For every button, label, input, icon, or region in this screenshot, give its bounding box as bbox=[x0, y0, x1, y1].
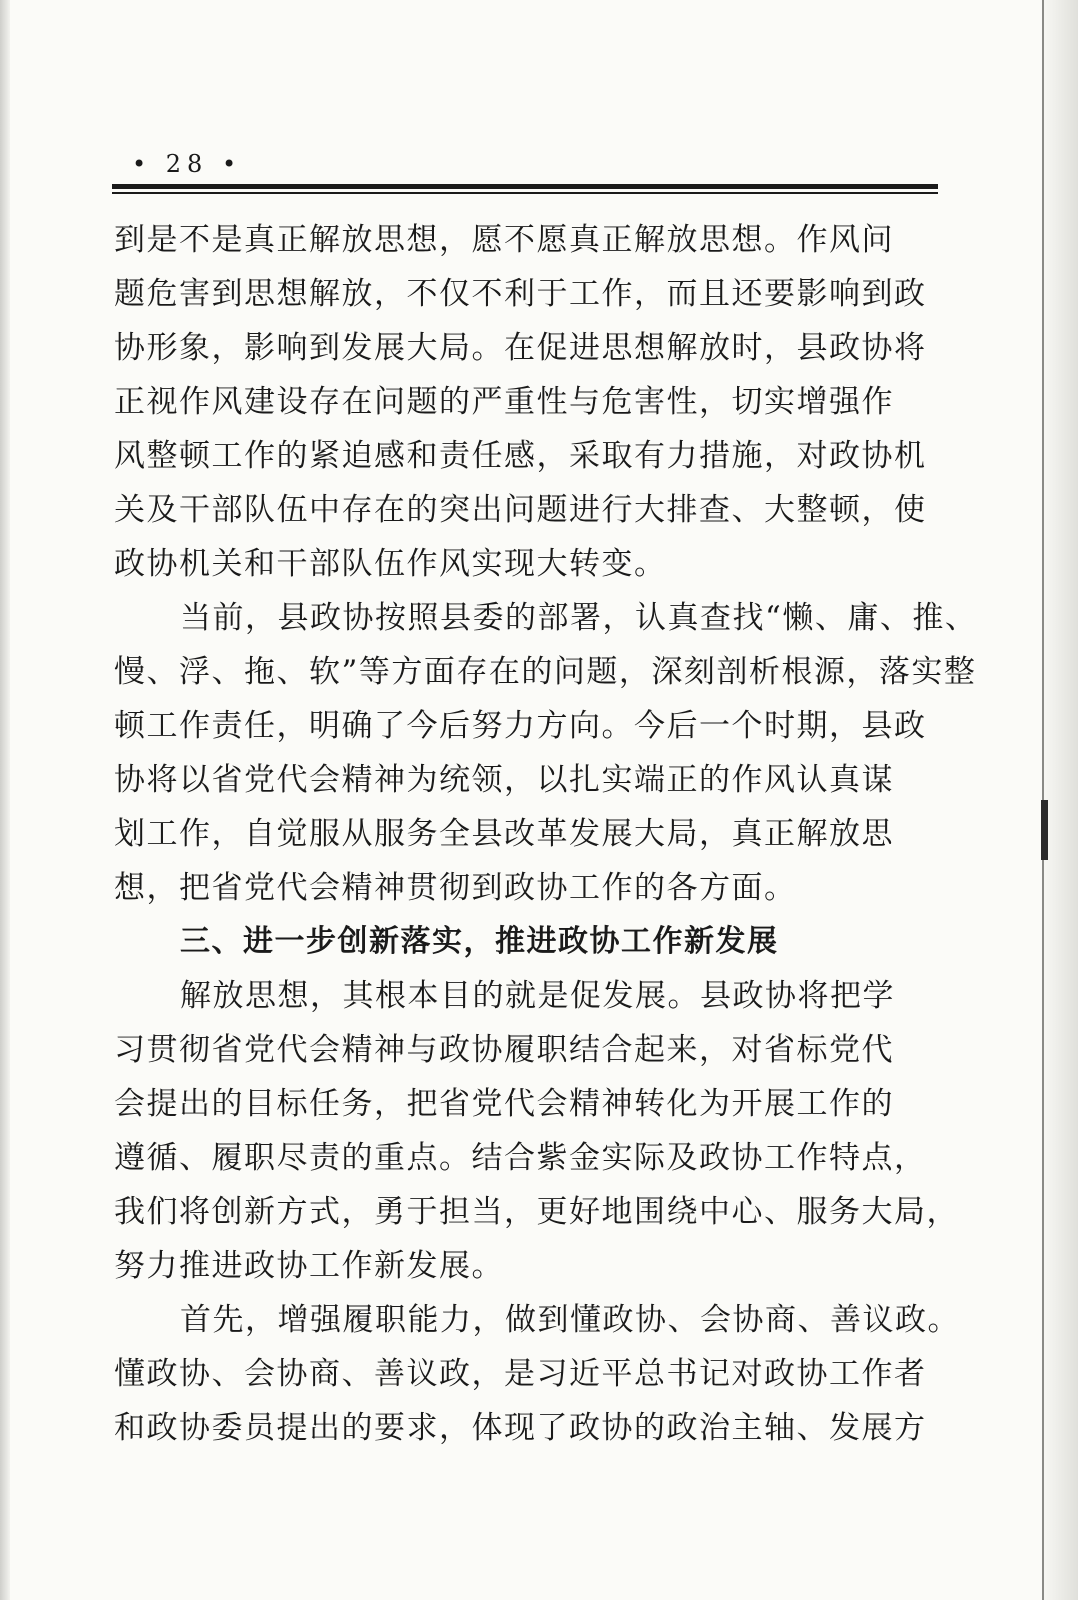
scan-edge-left bbox=[0, 0, 10, 1600]
body-text bbox=[114, 213, 978, 1455]
paragraph-start-line: 首先，增强履职能力，做到懂政协、会协商、善议政。 bbox=[180, 1302, 960, 1338]
text-line: 协将以省党代会精神为统领，以扎实端正的作风认真谋 bbox=[114, 762, 894, 798]
text-line: 政协机关和干部队伍作风实现大转变。 bbox=[114, 546, 667, 582]
header-rule-thick bbox=[112, 184, 938, 189]
text-line: 懂政协、会协商、善议政，是习近平总书记对政协工作者 bbox=[114, 1356, 927, 1392]
text-line: 我们将创新方式，勇于担当，更好地围绕中心、服务大局， bbox=[114, 1194, 959, 1230]
scan-mark bbox=[1041, 800, 1048, 860]
paragraph-start-line: 当前，县政协按照县委的部署，认真查找“懒、庸、推、 bbox=[180, 600, 978, 636]
text-line: 划工作，自觉服从服务全县改革发展大局，真正解放思 bbox=[114, 816, 894, 852]
text-line: 风整顿工作的紧迫感和责任感，采取有力措施，对政协机 bbox=[114, 438, 927, 474]
text-line: 会提出的目标任务，把省党代会精神转化为开展工作的 bbox=[114, 1086, 894, 1122]
section-heading: 三、进一步创新落实，推进政协工作新发展 bbox=[180, 924, 779, 959]
text-line: 想，把省党代会精神贯彻到政协工作的各方面。 bbox=[114, 870, 797, 906]
text-line: 慢、浮、拖、软”等方面存在的问题，深刻剖析根源，落实整 bbox=[114, 654, 977, 690]
text-line: 题危害到思想解放，不仅不利于工作，而且还要影响到政 bbox=[114, 276, 927, 312]
header-rule-thin bbox=[112, 192, 938, 194]
text-line: 顿工作责任，明确了今后努力方向。今后一个时期，县政 bbox=[114, 708, 927, 744]
text-line: 到是不是真正解放思想，愿不愿真正解放思想。作风问 bbox=[114, 222, 894, 258]
page-number: • 28 • bbox=[132, 150, 243, 178]
text-line: 努力推进政协工作新发展。 bbox=[114, 1248, 504, 1284]
text-line: 习贯彻省党代会精神与政协履职结合起来，对省标党代 bbox=[114, 1032, 894, 1068]
text-line: 遵循、履职尽责的重点。结合紫金实际及政协工作特点， bbox=[114, 1140, 927, 1176]
text-line: 和政协委员提出的要求，体现了政协的政治主轴、发展方 bbox=[114, 1410, 927, 1446]
text-line: 协形象，影响到发展大局。在促进思想解放时，县政协将 bbox=[114, 330, 927, 366]
text-line: 正视作风建设存在问题的严重性与危害性，切实增强作 bbox=[114, 384, 894, 420]
text-line: 关及干部队伍中存在的突出问题进行大排查、大整顿，使 bbox=[114, 492, 927, 528]
paragraph-start-line: 解放思想，其根本目的就是促发展。县政协将把学 bbox=[180, 978, 895, 1014]
